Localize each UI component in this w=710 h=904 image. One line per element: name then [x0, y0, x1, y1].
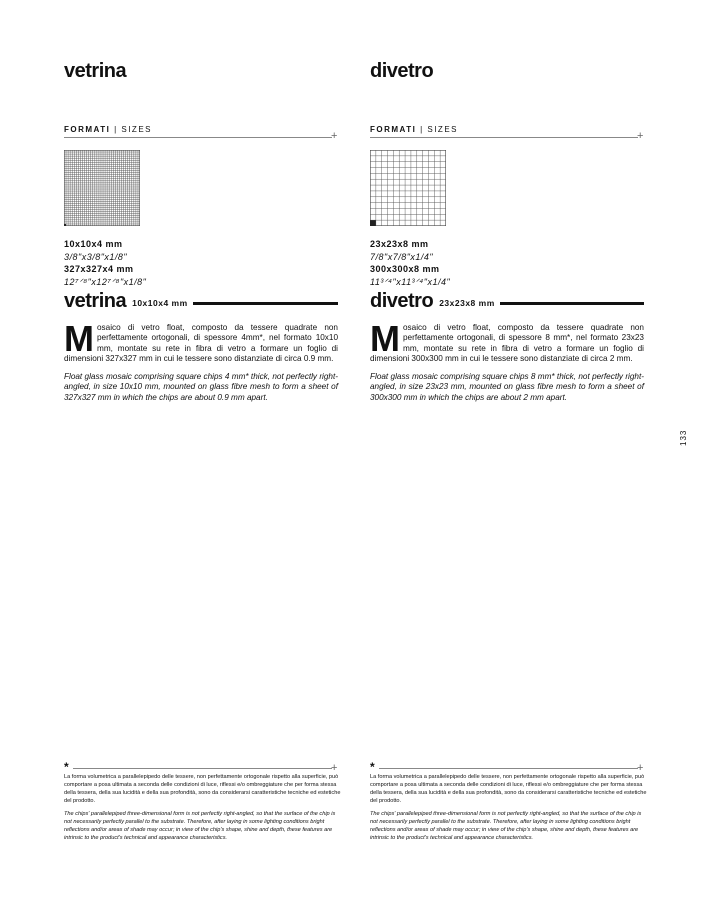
- sizes-label-en: | SIZES: [416, 125, 458, 134]
- product-title: vetrina: [64, 60, 127, 82]
- subtitle-rule: [500, 302, 644, 305]
- subtitle-name: divetro: [370, 290, 434, 312]
- sizes-label-en: | SIZES: [110, 125, 152, 134]
- subtitle-name: vetrina: [64, 290, 127, 312]
- size-specs: [370, 238, 450, 288]
- description-it-text: osaico di vetro float, composto da tessere quadrate non perfettamente ortogonali, di spessore 4mm*, nel formato 10x10 mm, montate su rete in fibra di vetro a formare un foglio di dimensioni 327x327 mm in cui le tessere sono distanziate di circa 0.9 mm.: [64, 323, 338, 364]
- plus-icon: +: [637, 130, 644, 142]
- footnote-en: The chips' parallelepiped three-dimensional form is not perfectly right-angled, so that the surface of the chip is not necessarily perfectly parallel to the substrate. Therefore, after laying in some lighting conditions bright reflections and/or areas of shade may occur; in view of the chip's shape, shine and depth, these features are intrinsic to the product's technical and appearance characteristics.: [370, 811, 642, 841]
- product-subtitle: [64, 291, 338, 311]
- footnote-divider: [73, 768, 332, 769]
- subtitle-size: 10x10x4 mm: [132, 298, 188, 308]
- plus-icon: +: [331, 762, 338, 774]
- mosaic-grid-icon: [370, 150, 446, 226]
- description-en: Float glass mosaic comprising square chips 8 mm* thick, not perfectly right-angled, in size 23x23 mm, mounted on glass fibre mesh to form a sheet of 300x300 mm in which the chips are about 2 mm apart.: [370, 372, 644, 402]
- footnote-divider: [379, 768, 638, 769]
- sizes-heading: [64, 125, 338, 134]
- divider: [64, 137, 332, 138]
- page-number: 133: [679, 429, 688, 446]
- spec-sheet-imperial: 12⁷ᐟ⁸"x12⁷ᐟ⁸"x1/8": [64, 276, 147, 287]
- drop-cap: M: [64, 318, 94, 359]
- spec-sheet-metric: 300x300x8 mm: [370, 264, 440, 274]
- description-it: [64, 318, 338, 365]
- footnote-en: The chips' parallelepiped three-dimensional form is not perfectly right-angled, so that the surface of the chip is not necessarily perfectly parallel to the substrate. Therefore, after laying in some lighting conditions bright reflections and/or areas of shade may occur; in view of the chip's shape, shine and depth, these features are intrinsic to the product's technical and appearance characteristics.: [64, 811, 336, 841]
- description-en: Float glass mosaic comprising square chips 4 mm* thick, not perfectly right-angled, in size 10x10 mm, mounted on glass fibre mesh to form a sheet of 327x327 mm in which the chips are about 0.9 mm apart.: [64, 372, 338, 402]
- product-title: divetro: [370, 60, 434, 82]
- sizes-heading: [370, 125, 644, 134]
- highlight-chip: [64, 224, 66, 226]
- plus-icon: +: [637, 762, 644, 774]
- description-it: [370, 318, 644, 365]
- spec-chip-metric: 23x23x8 mm: [370, 239, 429, 249]
- footnote-it: La forma volumetrica a parallelepipedo delle tessere, non perfettamente ortogonale rispetto alla superficie, può comportare a posa ultimata a seconda delle condizioni di luce, riflessi e/o ombreggiature che per forma stessa della tessera, della sua lucidità e della sua profondità, sono da considerarsi caratteristiche tecniche ed estetiche del prodotto.: [64, 774, 341, 804]
- divider: [370, 137, 638, 138]
- spec-chip-metric: 10x10x4 mm: [64, 239, 123, 249]
- spec-chip-imperial: 3/8"x3/8"x1/8": [64, 251, 128, 262]
- subtitle-size: 23x23x8 mm: [439, 298, 495, 308]
- plus-icon: +: [331, 130, 338, 142]
- footnote-it: La forma volumetrica a parallelepipedo delle tessere, non perfettamente ortogonale rispetto alla superficie, può comportare a posa ultimata a seconda delle condizioni di luce, riflessi e/o ombreggiature che per forma stessa della tessera, della sua lucidità e della sua profondità, sono da considerarsi caratteristiche tecniche ed estetiche del prodotto.: [370, 774, 647, 804]
- highlight-chip: [370, 220, 376, 226]
- spec-sheet-imperial: 11³ᐟ⁴"x11³ᐟ⁴"x1/4": [370, 276, 451, 287]
- subtitle-rule: [193, 302, 338, 305]
- mosaic-grid-icon: [64, 150, 140, 226]
- product-subtitle: [370, 291, 644, 311]
- spec-sheet-metric: 327x327x4 mm: [64, 264, 134, 274]
- spec-chip-imperial: 7/8"x7/8"x1/4": [370, 251, 434, 262]
- size-specs: [64, 238, 146, 288]
- description-it-text: osaico di vetro float, composto da tessere quadrate non perfettamente ortogonali, di spessore 8 mm*, nel formato 23x23 mm, montate su rete in fibra di vetro a formare un foglio di dimensioni 300x300 mm in cui le tessere sono distanziate di circa 2 mm.: [370, 323, 644, 364]
- footnote-star: *: [64, 760, 69, 774]
- drop-cap: M: [370, 318, 400, 359]
- sizes-label-it: FORMATI: [370, 125, 417, 134]
- sizes-label-it: FORMATI: [64, 125, 111, 134]
- footnote-star: *: [370, 760, 375, 774]
